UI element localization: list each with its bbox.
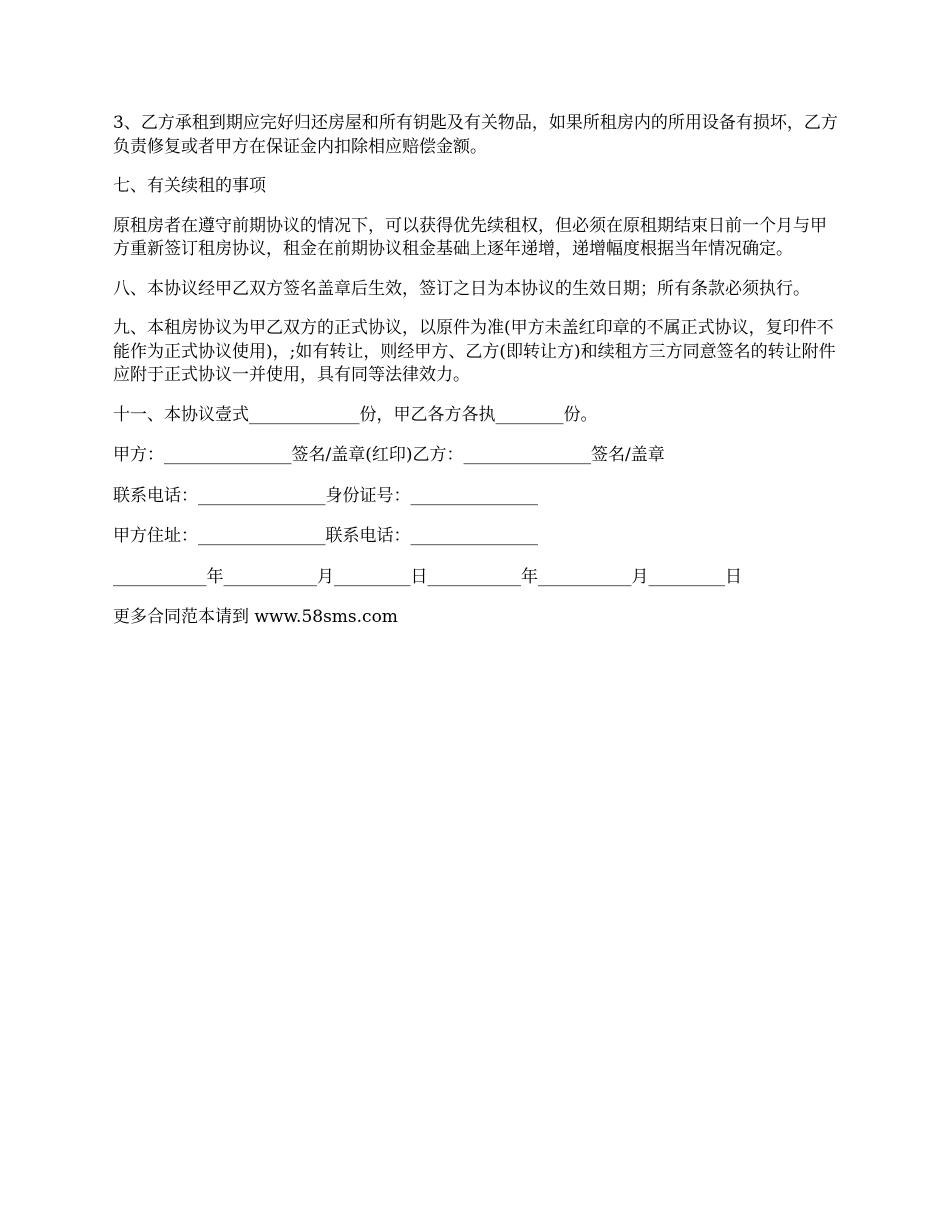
section-7-heading: 七、有关续租的事项	[113, 176, 266, 196]
signature-line: 甲方：_______________签名/盖章(红印)乙方：_______________签名/盖章	[113, 445, 665, 465]
clause-3-return-property: 3、乙方承租到期应完好归还房屋和所有钥匙及有关物品，如果所租房内的所用设备有损坏，乙方负责修复或者甲方在保证金内扣除相应赔偿金额。	[113, 113, 838, 157]
footer-website-note: 更多合同范本请到 www.58sms.com	[113, 607, 398, 627]
document-page	[113, 112, 843, 646]
section-7-renewal-text: 原租房者在遵守前期协议的情况下，可以获得优先续租权，但必须在原租期结束日前一个月与甲方重新签订租房协议，租金在前期协议租金基础上逐年递增，递增幅度根据当年情况确定。	[113, 215, 827, 259]
address-phone-line: 甲方住址：_______________联系电话：_______________	[113, 526, 538, 546]
section-9-formal-agreement: 九、本租房协议为甲乙双方的正式协议，以原件为准(甲方未盖红印章的不属正式协议，复印件不能作为正式协议使用)，;如有转让，则经甲方、乙方(即转让方)和续租方三方同意签名的转让附件应附于正式协议一并使用，具有同等法律效力。	[113, 318, 836, 385]
contact-id-line: 联系电话：_______________身份证号：_______________	[113, 485, 538, 506]
section-8-effective: 八、本协议经甲乙双方签名盖章后生效，签订之日为本协议的生效日期；所有条款必须执行。	[113, 278, 810, 299]
date-line: ___________年___________月_________日___________年___________月_________日	[113, 566, 742, 587]
section-11-copies: 十一、本协议壹式_____________份，甲乙各方各执________份。	[113, 404, 598, 425]
